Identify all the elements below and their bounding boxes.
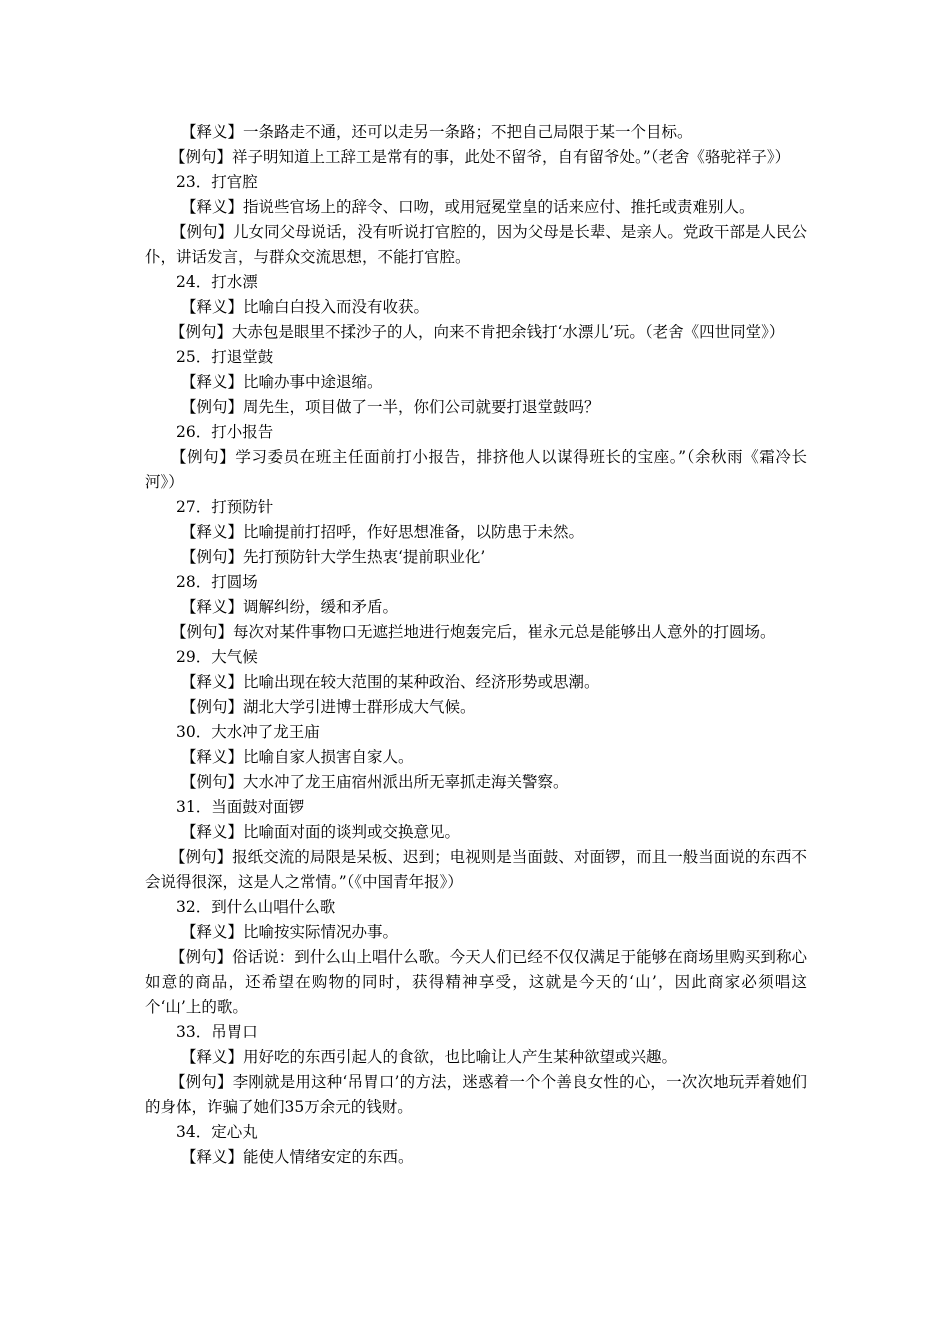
paragraph-definition: 【释义】比喻提前打招呼，作好思想准备，以防患于未然。 [181, 523, 585, 541]
entry-heading: 34．定心丸 [176, 1123, 258, 1141]
entry-heading: 29．大气候 [176, 648, 258, 666]
paragraph-example: 【例句】俗话说：到什么山上唱什么歌。今天人们已经不仅仅满足于能够在商场里购买到称心如意的商品，还希望在购物的同时，获得精神享受，这就是今天的‘山’，因此商家必须唱这个‘山’上的歌。 [145, 948, 807, 1016]
paragraph-example: 【例句】湖北大学引进博士群形成大气候。 [181, 698, 476, 716]
entry-heading: 23．打官腔 [176, 173, 258, 191]
paragraph-definition: 【释义】调解纠纷，缓和矛盾。 [181, 598, 399, 616]
entry-heading: 31．当面鼓对面锣 [176, 798, 305, 816]
paragraph-example: 【例句】学习委员在班主任面前打小报告，排挤他人以谋得班长的宝座。”（余秋雨《霜冷长河》） [145, 448, 807, 491]
paragraph-example: 【例句】周先生，项目做了一半，你们公司就要打退堂鼓吗？ [181, 398, 600, 416]
paragraph-definition: 【释义】用好吃的东西引起人的食欲，也比喻让人产生某种欲望或兴趣。 [181, 1048, 678, 1066]
paragraph-definition: 【释义】比喻出现在较大范围的某种政治、经济形势或思潮。 [181, 673, 600, 691]
paragraph-definition: 【释义】能使人情绪安定的东西。 [181, 1148, 414, 1166]
document-page [145, 120, 807, 1170]
paragraph-definition: 【释义】指说些官场上的辞令、口吻，或用冠冕堂皇的话来应付、推托或责难别人。 [181, 198, 755, 216]
paragraph-example: 【例句】每次对某件事物口无遮拦地进行炮轰完后，崔永元总是能够出人意外的打圆场。 [171, 623, 776, 641]
entry-heading: 28．打圆场 [176, 573, 258, 591]
paragraph-example: 【例句】李刚就是用这种‘吊胃口’的方法，迷惑着一个个善良女性的心，一次次地玩弄着她们的身体，诈骗了她们35万余元的钱财。 [145, 1073, 807, 1116]
paragraph-example: 【例句】祥子明知道上工辞工是常有的事，此处不留爷，自有留爷处。”（老舍《骆驼祥子》） [170, 148, 791, 166]
entry-heading: 27．打预防针 [176, 498, 274, 516]
entry-heading: 26．打小报告 [176, 423, 274, 441]
paragraph-example: 【例句】大水冲了龙王庙宿州派出所无辜抓走海关警察。 [181, 773, 569, 791]
paragraph-example: 【例句】儿女同父母说话，没有听说打官腔的，因为父母是长辈、是亲人。党政干部是人民公仆，讲话发言，与群众交流思想，不能打官腔。 [145, 223, 807, 266]
entry-heading: 30．大水冲了龙王庙 [176, 723, 320, 741]
entry-heading: 33．吊胃口 [176, 1023, 258, 1041]
entry-heading: 32．到什么山唱什么歌 [176, 898, 336, 916]
entry-heading: 25．打退堂鼓 [176, 348, 274, 366]
paragraph-example: 【例句】先打预防针大学生热衷‘提前职业化’ [181, 548, 486, 566]
paragraph-example: 【例句】报纸交流的局限是呆板、迟到；电视则是当面鼓、对面锣，而且一般当面说的东西不会说得很深，这是人之常情。”（《中国青年报》） [145, 848, 807, 891]
paragraph-definition: 【释义】比喻面对面的谈判或交换意见。 [181, 823, 461, 841]
entry-heading: 24．打水漂 [176, 273, 258, 291]
paragraph-definition: 【释义】比喻白白投入而没有收获。 [181, 298, 430, 316]
paragraph-definition: 【释义】比喻自家人损害自家人。 [181, 748, 414, 766]
paragraph-example: 【例句】大赤包是眼里不揉沙子的人，向来不肯把余钱打‘水漂儿’玩。（老舍《四世同堂》） [170, 323, 785, 341]
paragraph-definition: 【释义】比喻办事中途退缩。 [181, 373, 383, 391]
paragraph-definition: 【释义】一条路走不通，还可以走另一条路；不把自己局限于某一个目标。 [181, 123, 693, 141]
paragraph-definition: 【释义】比喻按实际情况办事。 [181, 923, 399, 941]
